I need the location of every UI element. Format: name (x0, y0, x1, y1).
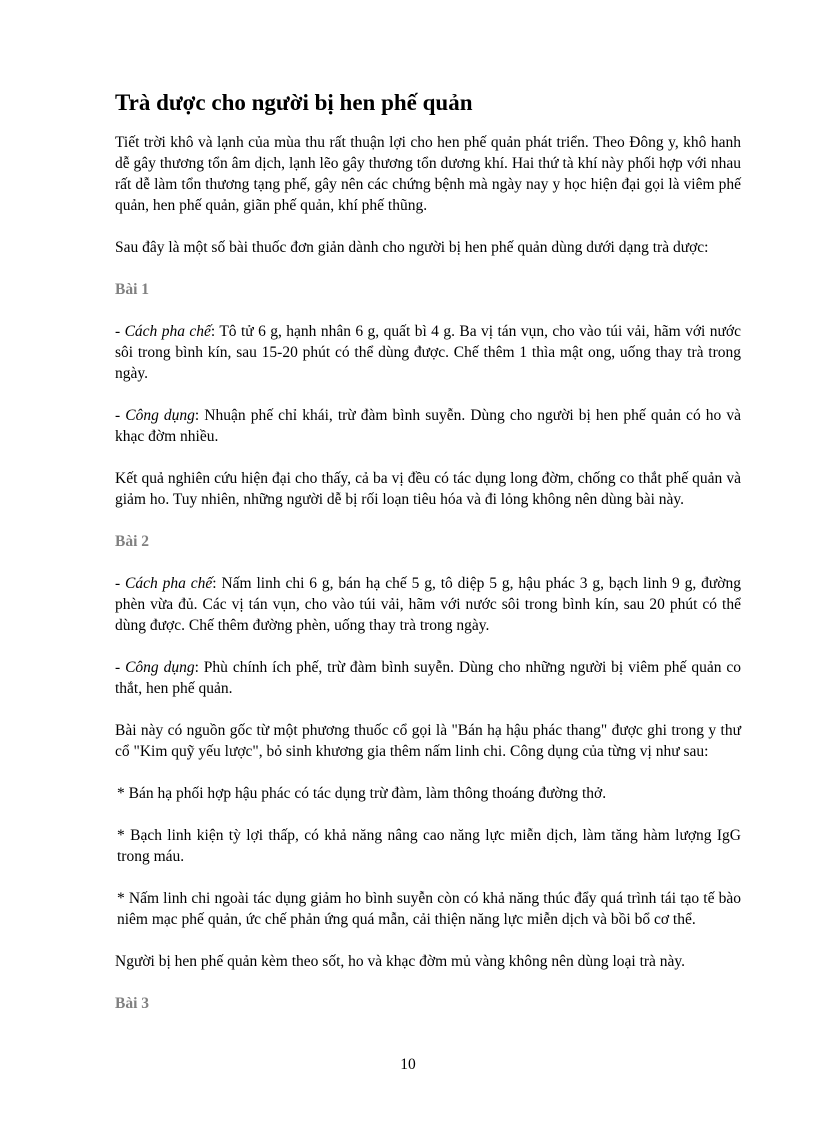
recipe-1-usage: - Công dụng: Nhuận phế chỉ khái, trừ đàm bình suyễn. Dùng cho người bị hen phế quản có ho và khạc đờm nhiều. (115, 407, 741, 445)
recipe-1-heading: Bài 1 (115, 281, 150, 298)
recipe-2-usage: - Công dụng: Phù chính ích phế, trừ đàm bình suyễn. Dùng cho những người bị viêm phế quản co thắt, hen phế quản. (115, 659, 741, 697)
recipe-2-warning: Người bị hen phế quản kèm theo sốt, ho và khạc đờm mủ vàng không nên dùng loại trà này. (115, 953, 686, 970)
recipe-2-heading: Bài 2 (115, 533, 150, 550)
recipe-2-usage-text: : Phù chính ích phế, trừ đàm bình suyễn. Dùng cho những người bị viêm phế quản co thắt, hen phế quản. (115, 659, 741, 697)
recipe-2-origin: Bài này có nguồn gốc từ một phương thuốc cổ gọi là "Bán hạ hậu phác thang" được ghi trong y thư cổ "Kim quỹ yếu lược", bỏ sinh khương gia thêm nấm linh chi. Công dụng của từng vị như sau: (115, 722, 741, 760)
page-title: Trà dược cho người bị hen phế quản (115, 90, 473, 115)
recipe-1-usage-text: : Nhuận phế chỉ khái, trừ đàm bình suyễn. Dùng cho người bị hen phế quản có ho và khạc đờm nhiều. (115, 407, 741, 445)
recipe-1-preparation: - Cách pha chế: Tô tử 6 g, hạnh nhân 6 g, quất bì 4 g. Ba vị tán vụn, cho vào túi vải, hãm với nước sôi trong bình kín, sau 15-20 phút có thể dùng được. Chế thêm 1 thìa mật ong, uống thay trà trong ngày. (115, 323, 741, 382)
recipe-1-preparation-text: : Tô tử 6 g, hạnh nhân 6 g, quất bì 4 g. Ba vị tán vụn, cho vào túi vải, hãm với nước sôi trong bình kín, sau 15-20 phút có thể dùng được. Chế thêm 1 thìa mật ong, uống thay trà trong ngày. (115, 323, 741, 382)
page-number: 10 (400, 1056, 416, 1073)
recipe-3-heading: Bài 3 (115, 995, 150, 1012)
recipe-2-bullet-1: * Bán hạ phối hợp hậu phác có tác dụng trừ đàm, làm thông thoáng đường thở. (117, 785, 607, 802)
recipe-2-bullet-2: * Bạch linh kiện tỳ lợi thấp, có khả năng nâng cao năng lực miễn dịch, làm tăng hàm lượng IgG trong máu. (117, 827, 741, 865)
recipe-2-preparation-label: Cách pha chế (125, 575, 213, 592)
recipe-2-bullet-3: * Nấm linh chi ngoài tác dụng giảm ho bình suyễn còn có khả năng thúc đẩy quá trình tái tạo tế bào niêm mạc phế quản, ức chế phản ứng quá mẫn, cải thiện năng lực miễn dịch và bồi bổ cơ thể. (117, 890, 741, 928)
recipe-2-usage-label: Công dụng (125, 659, 195, 676)
recipe-1-note: Kết quả nghiên cứu hiện đại cho thấy, cả ba vị đều có tác dụng long đờm, chống co thắt phế quản và giảm ho. Tuy nhiên, những người dễ bị rối loạn tiêu hóa và đi lỏng không nên dùng bài này. (115, 470, 741, 508)
recipe-1-usage-label: Công dụng (125, 407, 195, 424)
document-page (115, 88, 741, 1035)
intro-paragraph-2: Sau đây là một số bài thuốc đơn giản dành cho người bị hen phế quản dùng dưới dạng trà dược: (115, 239, 709, 256)
recipe-1-preparation-label: Cách pha chế (124, 323, 211, 340)
recipe-2-preparation: - Cách pha chế: Nấm linh chi 6 g, bán hạ chế 5 g, tô diệp 5 g, hậu phác 3 g, bạch linh 9 g, đường phèn vừa đủ. Các vị tán vụn, cho vào túi vải, hãm với nước sôi trong bình kín, sau 20 phút có thể dùng được. Chế thêm đường phèn, uống thay trà trong ngày. (115, 575, 741, 634)
intro-paragraph-1: Tiết trời khô và lạnh của mùa thu rất thuận lợi cho hen phế quản phát triển. Theo Đông y, khô hanh dễ gây thương tổn âm dịch, lạnh lẽo gây thương tổn dương khí. Hai thứ tà khí này phối hợp với nhau rất dễ làm tổn thương tạng phế, gây nên các chứng bệnh mà ngày nay y học hiện đại gọi là viêm phế quản, hen phế quản, giãn phế quản, khí phế thũng. (115, 134, 741, 214)
recipe-2-preparation-text: : Nấm linh chi 6 g, bán hạ chế 5 g, tô diệp 5 g, hậu phác 3 g, bạch linh 9 g, đường phèn vừa đủ. Các vị tán vụn, cho vào túi vải, hãm với nước sôi trong bình kín, sau 20 phút có thể dùng được. Chế thêm đường phèn, uống thay trà trong ngày. (115, 575, 741, 634)
